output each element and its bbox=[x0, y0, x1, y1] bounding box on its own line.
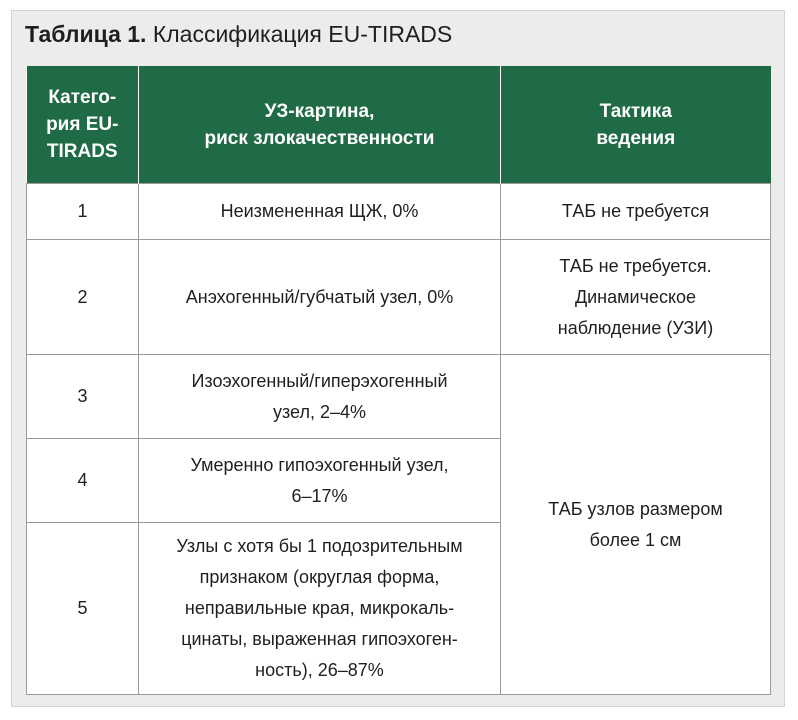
table-row bbox=[27, 184, 771, 240]
tactics-cell: ТАБ не требуется. Динамическое наблюдение (УЗИ) bbox=[501, 240, 771, 355]
table-number: Таблица 1. bbox=[25, 21, 147, 47]
table-caption: Классификация EU-TIRADS bbox=[152, 21, 453, 47]
header-tactics: Тактика ведения bbox=[501, 66, 771, 184]
tactics-cell-merged: ТАБ узлов размером более 1 см bbox=[501, 355, 771, 695]
table-row bbox=[27, 355, 771, 439]
eu-tirads-table bbox=[26, 66, 771, 695]
header-us-picture: УЗ-картина, риск злокачественности bbox=[139, 66, 501, 184]
description-cell: Анэхогенный/губчатый узел, 0% bbox=[139, 240, 501, 355]
description-cell: Умеренно гипоэхогенный узел, 6–17% bbox=[139, 439, 501, 523]
description-cell: Неизмененная ЩЖ, 0% bbox=[139, 184, 501, 240]
header-category: Катего- рия EU- TIRADS bbox=[27, 66, 139, 184]
table-title bbox=[25, 19, 452, 49]
table-card bbox=[11, 10, 785, 707]
tactics-cell: ТАБ не требуется bbox=[501, 184, 771, 240]
category-cell: 5 bbox=[27, 523, 139, 695]
header-row bbox=[27, 66, 771, 184]
description-cell: Узлы с хотя бы 1 подозрительным признаком (округлая форма, неправильные края, микрокаль- цинаты, выраженная гипоэхоген- ность), 26–87% bbox=[139, 523, 501, 695]
description-cell: Изоэхогенный/гиперэхогенный узел, 2–4% bbox=[139, 355, 501, 439]
table-row bbox=[27, 240, 771, 355]
category-cell: 1 bbox=[27, 184, 139, 240]
classification-table-container bbox=[26, 66, 770, 695]
category-cell: 2 bbox=[27, 240, 139, 355]
category-cell: 3 bbox=[27, 355, 139, 439]
category-cell: 4 bbox=[27, 439, 139, 523]
